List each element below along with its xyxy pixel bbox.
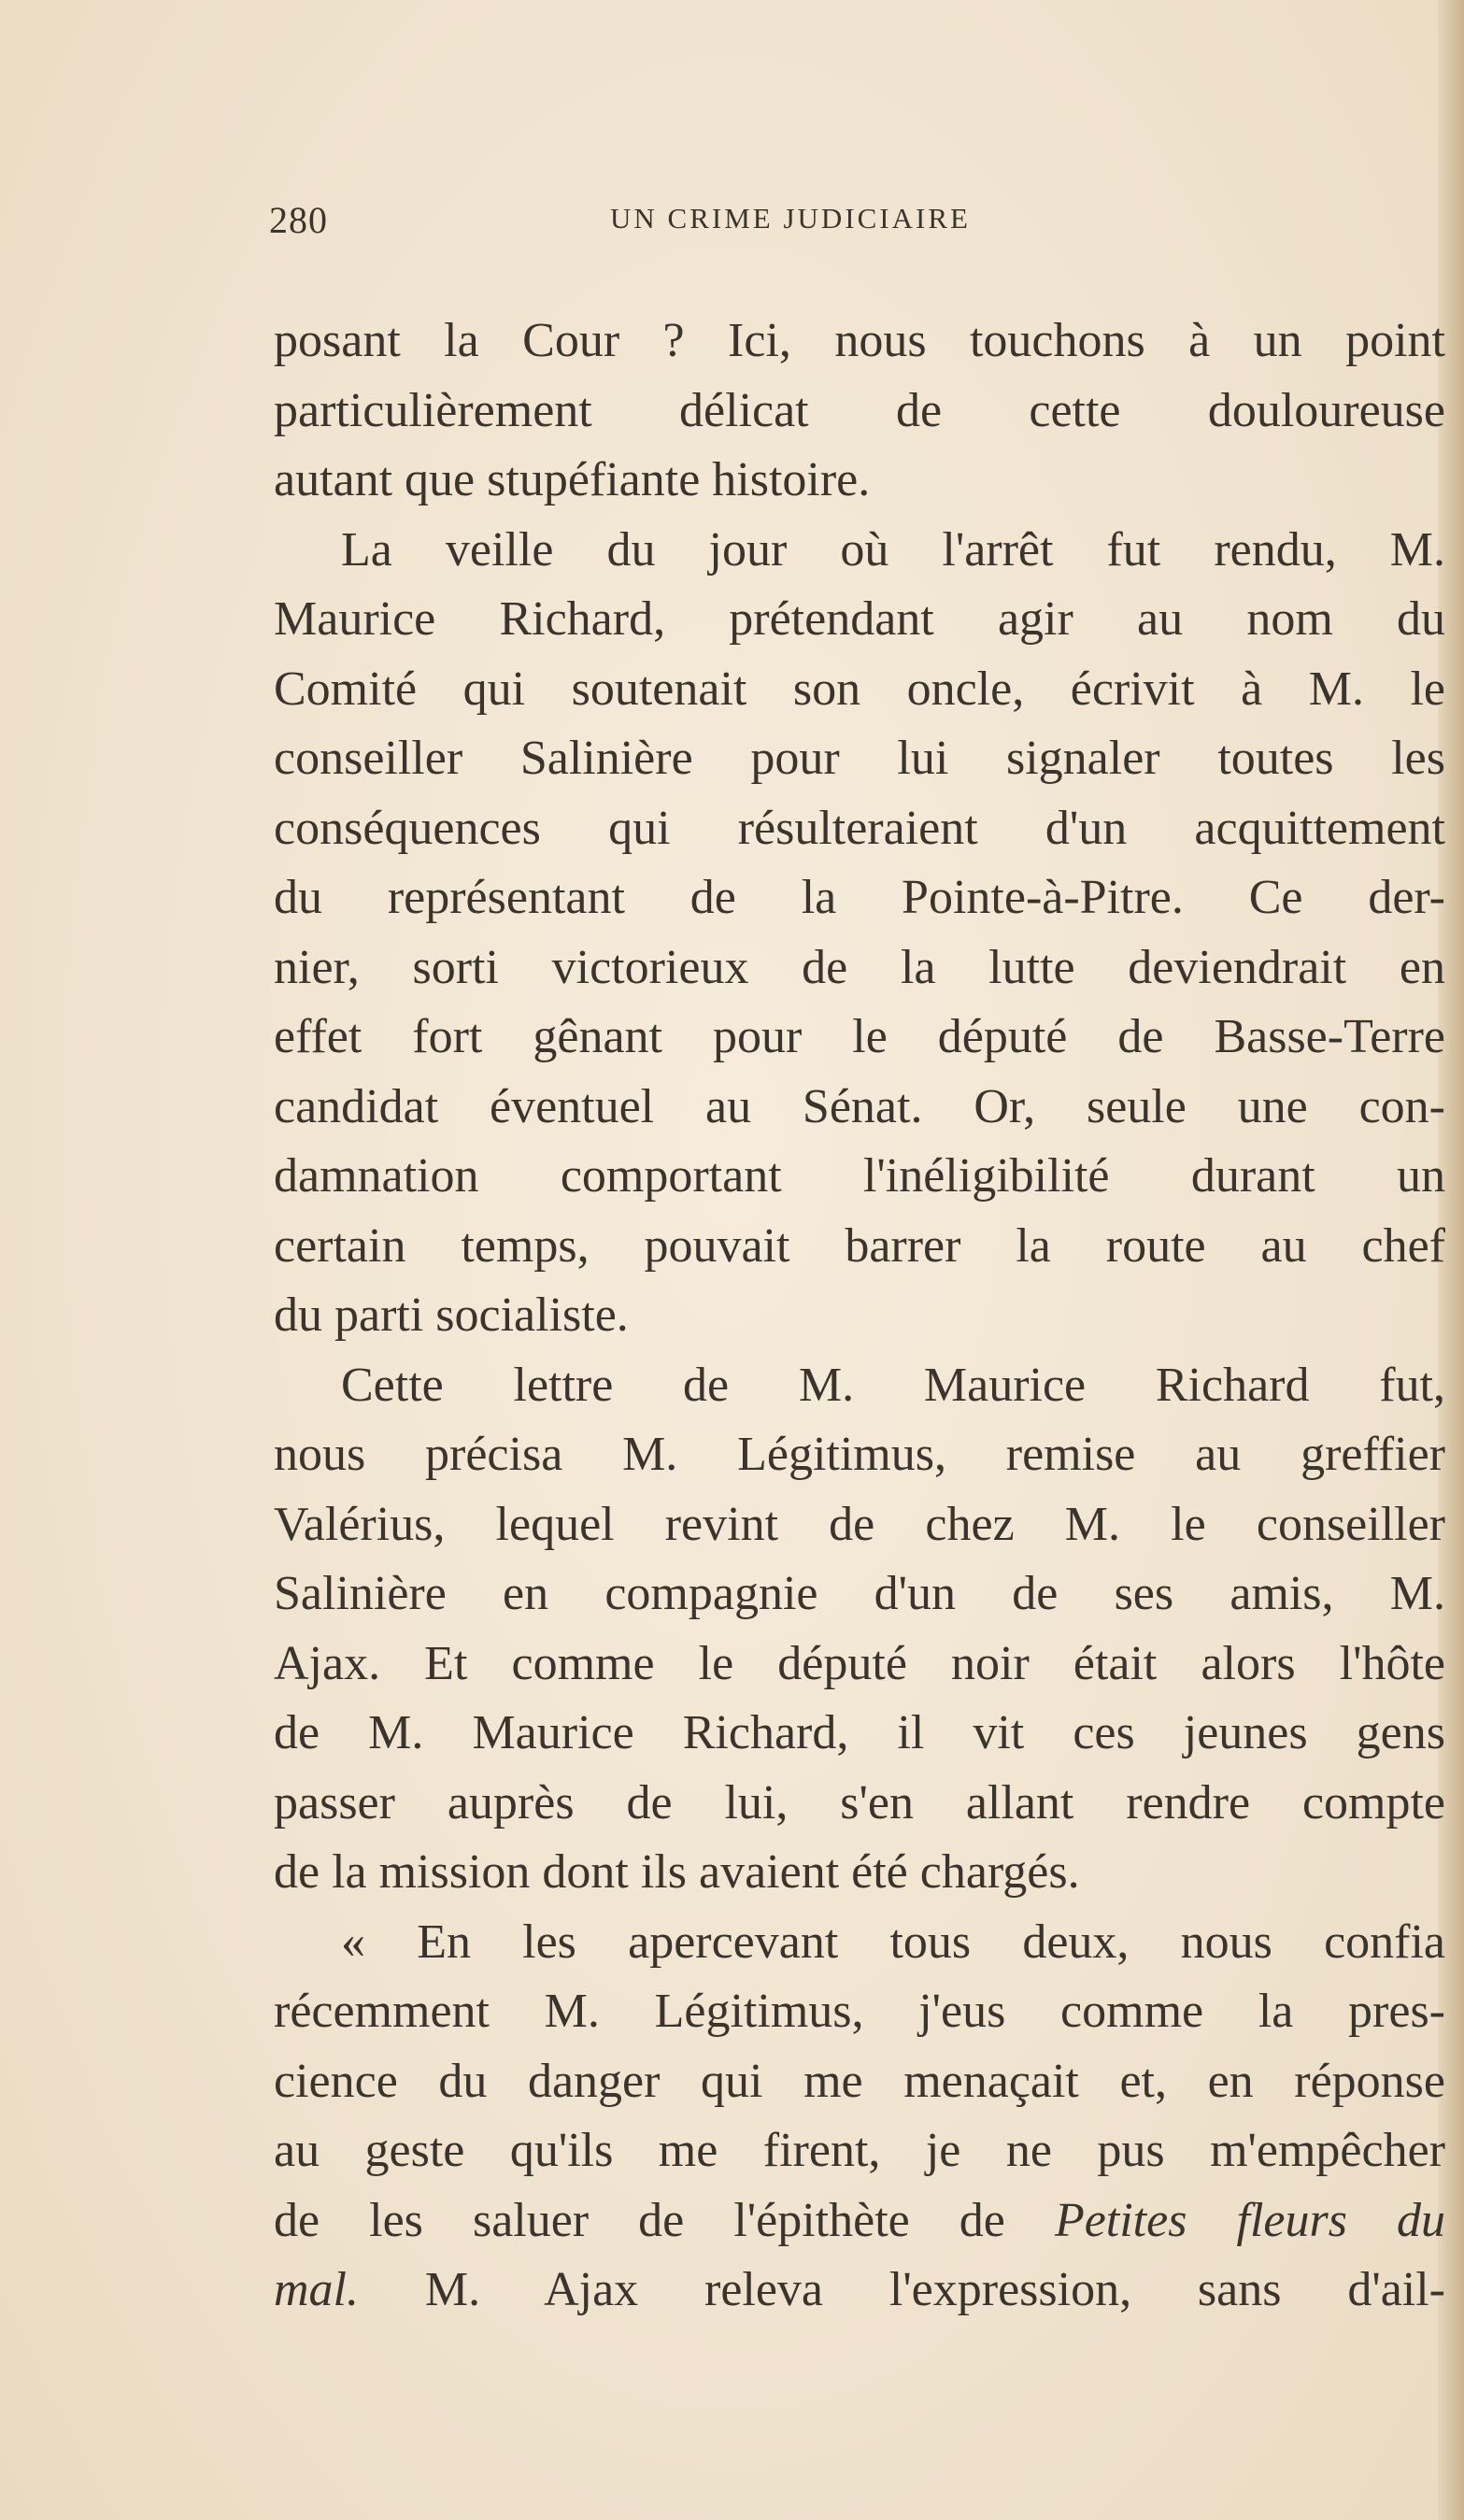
page-header xyxy=(269,198,1381,254)
text-segment: de les saluer de l'épithète de xyxy=(274,2193,1005,2247)
text-line: du représentant de la Pointe-à-Pitre. Ce der- xyxy=(274,871,1445,924)
text-line: Ajax. Et comme le député noir était alors l'hôte xyxy=(274,1636,1445,1690)
text-line: du parti socialiste. xyxy=(274,1288,629,1342)
text-line: conséquences qui résulteraient d'un acquittement xyxy=(274,801,1445,855)
text-line-with-italic xyxy=(274,2186,1445,2257)
text-line: autant que stupéfiante histoire. xyxy=(274,453,871,506)
text-line: au geste qu'ils me firent, je ne pus m'empêcher xyxy=(274,2124,1445,2177)
text-line: La veille du jour où l'arrêt fut rendu, M. xyxy=(341,522,1445,577)
text-line: Maurice Richard, prétendant agir au nom du xyxy=(274,592,1445,646)
running-title: UN CRIME JUDICIAIRE xyxy=(610,202,971,235)
text-line: passer auprès de lui, s'en allant rendre compte xyxy=(274,1775,1445,1829)
text-segment: M. Ajax releva l'expression, sans d'ail- xyxy=(424,2263,1445,2316)
text-line: particulièrement délicat de cette douloureuse xyxy=(274,383,1445,437)
body-text xyxy=(274,306,1445,2326)
text-line: Salinière en compagnie d'un de ses amis, M. xyxy=(274,1567,1445,1620)
text-line: conseiller Salinière pour lui signaler toutes les xyxy=(274,732,1445,785)
text-line: damnation comportant l'inéligibilité durant un xyxy=(274,1149,1445,1203)
text-line: nous précisa M. Légitimus, remise au greffier xyxy=(274,1428,1445,1481)
text-line: nier, sorti victorieux de la lutte deviendrait en xyxy=(274,940,1445,994)
text-line: de M. Maurice Richard, il vit ces jeunes gens xyxy=(274,1706,1445,1759)
text-line: Comité qui soutenait son oncle, écrivit à M. le xyxy=(274,662,1445,716)
text-line: récemment M. Légitimus, j'eus comme la pres- xyxy=(274,1985,1445,2038)
italic-title: Petites fleurs du xyxy=(1054,2193,1446,2247)
text-line: effet fort gênant pour le député de Basse-Terre xyxy=(274,1010,1445,1063)
text-line: « En les apercevant tous deux, nous confia xyxy=(341,1915,1445,1969)
text-line: posant la Cour ? Ici, nous touchons à un point xyxy=(274,314,1445,367)
text-line: cience du danger qui me menaçait et, en réponse xyxy=(274,2054,1445,2108)
text-line: Valérius, lequel revint de chez M. le conseiller xyxy=(274,1497,1445,1551)
text-line: certain temps, pouvait barrer la route au chef xyxy=(274,1218,1445,1273)
text-line: candidat éventuel au Sénat. Or, seule une con- xyxy=(274,1079,1445,1133)
page-number: 280 xyxy=(269,199,328,241)
text-line: de la mission dont ils avaient été chargés. xyxy=(274,1845,1080,1899)
text-line-with-italic xyxy=(274,2256,1445,2326)
italic-title: mal. xyxy=(274,2263,359,2316)
text-line: Cette lettre de M. Maurice Richard fut, xyxy=(341,1358,1445,1412)
